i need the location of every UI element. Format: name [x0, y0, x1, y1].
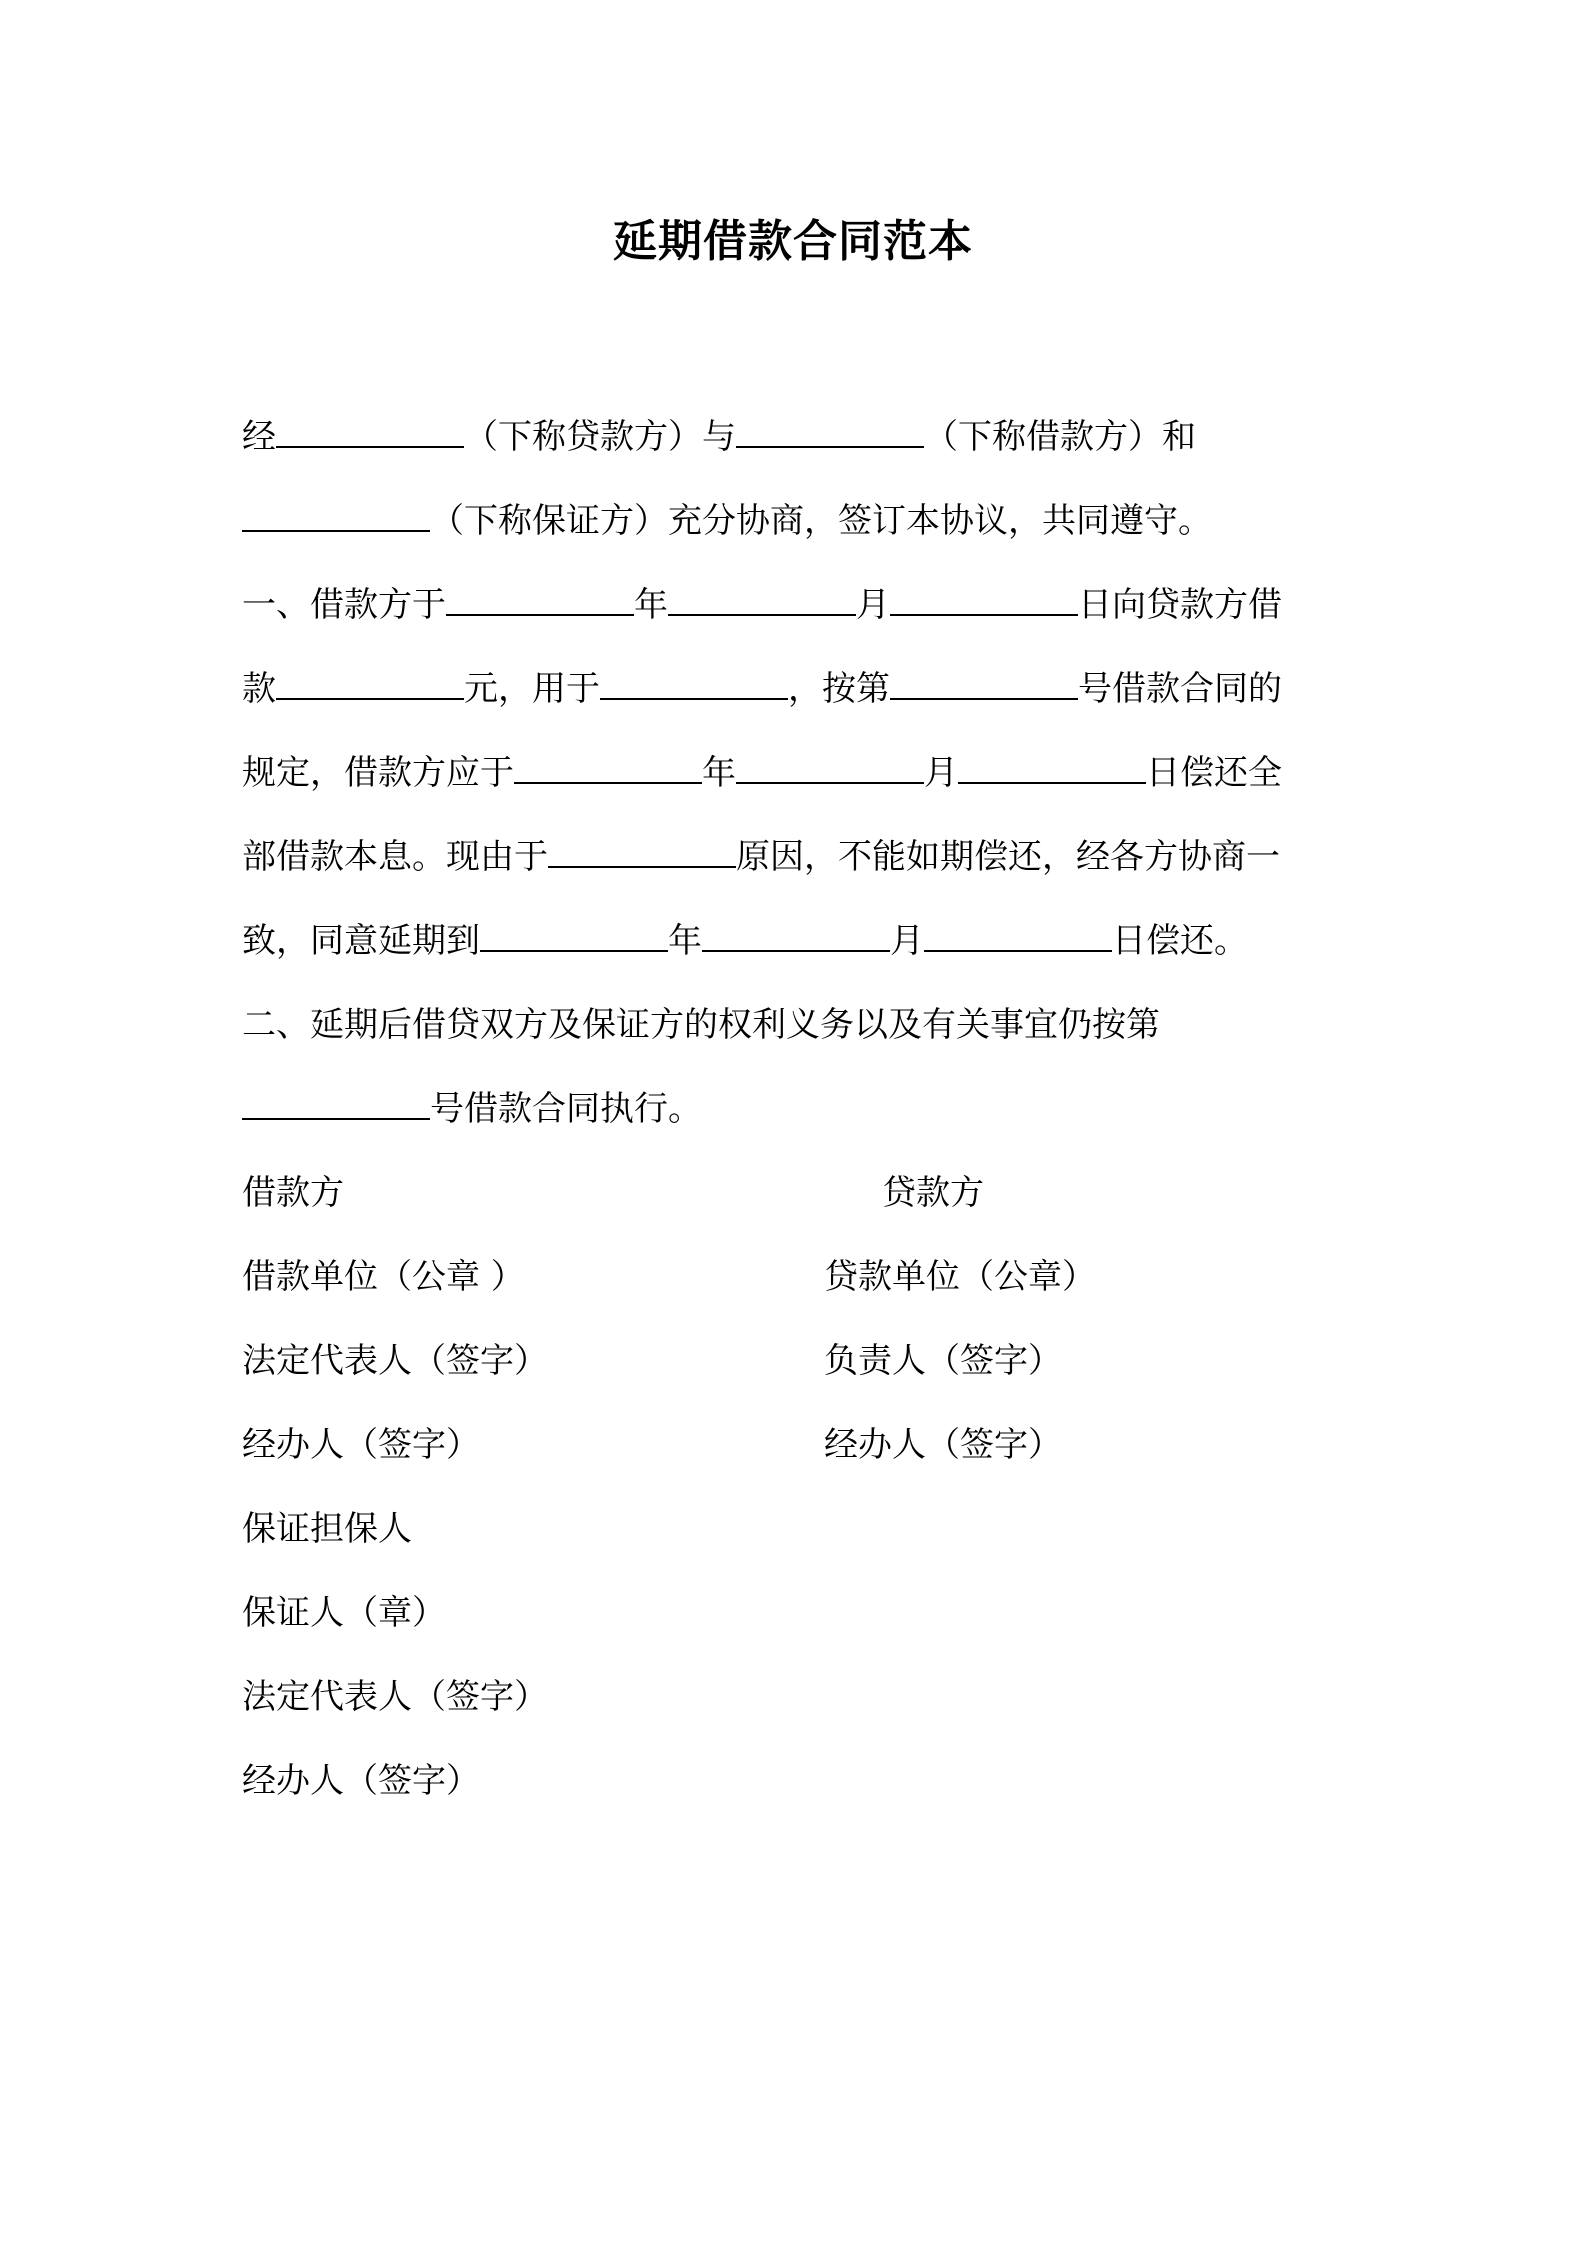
guarantor-legal-rep: 法定代表人（签字） [242, 1677, 548, 1717]
lender-unit-seal: 贷款单位（公章） [824, 1257, 1096, 1297]
blank-field[interactable] [890, 584, 1078, 616]
blank-field[interactable] [702, 920, 890, 952]
clause1-line-4: 部借款本息。现由于 原因，不能如期偿还，经各方协商一 [242, 837, 1280, 877]
blank-field[interactable] [924, 920, 1112, 952]
blank-field[interactable] [242, 1088, 430, 1120]
blank-field[interactable] [600, 668, 788, 700]
clause2-line-1: 二、延期后借贷双方及保证方的权利义务以及有关事宜仍按第 [242, 1005, 1160, 1045]
borrower-legal-rep: 法定代表人（签字） [242, 1341, 548, 1381]
blank-field[interactable] [480, 920, 668, 952]
blank-field[interactable] [548, 836, 736, 868]
clause2-line-2: 号借款合同执行。 [242, 1086, 702, 1132]
lender-responsible-person: 负责人（签字） [824, 1341, 1062, 1381]
guarantor-seal: 保证人（章） [242, 1593, 446, 1633]
blank-field[interactable] [890, 668, 1078, 700]
para-line-1: 经 （下称贷款方）与 （下称借款方）和 [242, 417, 1196, 457]
clause1-line-3: 规定，借款方应于 年 月 日偿还全 [242, 753, 1282, 793]
blank-field[interactable] [514, 752, 702, 784]
blank-field[interactable] [446, 584, 634, 616]
borrower-unit-seal: 借款单位（公章 ） [242, 1257, 525, 1297]
blank-field[interactable] [736, 752, 924, 784]
blank-field[interactable] [736, 416, 924, 448]
borrower-heading: 借款方 [242, 1173, 344, 1213]
borrower-agent: 经办人（签字） [242, 1425, 480, 1465]
lender-agent: 经办人（签字） [824, 1425, 1062, 1465]
para-line-2: （下称保证方）充分协商，签订本协议，共同遵守。 [242, 498, 1212, 544]
clause1-line-1: 一、借款方于 年 月 日向贷款方借 [242, 585, 1282, 625]
lender-heading: 贷款方 [882, 1173, 984, 1213]
blank-field[interactable] [242, 500, 430, 532]
guarantor-agent: 经办人（签字） [242, 1761, 480, 1801]
guarantor-heading: 保证担保人 [242, 1509, 412, 1549]
clause1-line-2: 款 元，用于 ，按第 号借款合同的 [242, 669, 1282, 709]
blank-field[interactable] [668, 584, 856, 616]
document-title: 延期借款合同范本 [613, 216, 973, 267]
blank-field[interactable] [276, 668, 464, 700]
clause1-line-5: 致，同意延期到 年 月 日偿还。 [242, 921, 1248, 961]
blank-field[interactable] [958, 752, 1146, 784]
blank-field[interactable] [276, 416, 464, 448]
